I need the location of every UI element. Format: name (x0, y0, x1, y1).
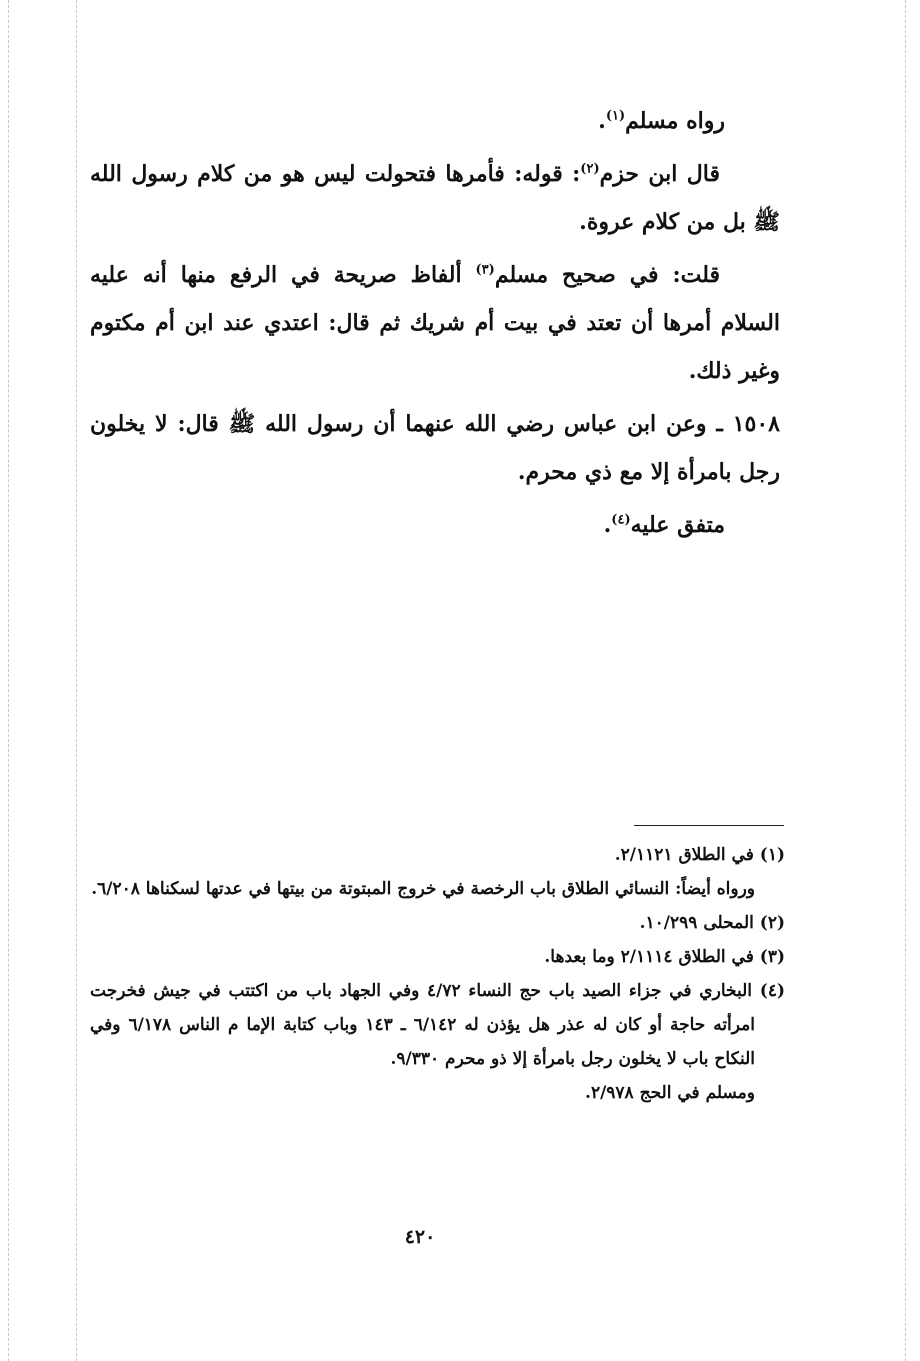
footnotes (90, 838, 785, 1110)
footnote-3: (٣) في الطلاق ٢/١١١٤ وما بعدها. (544, 947, 785, 967)
scan-edge-line-right (905, 0, 906, 1361)
footnote-1-continued: ورواه أيضاً: النسائي الطلاق باب الرخصة في خروج المبتوتة من بيتها في عدتها لسكناها ٦/٢٠٨. (91, 879, 755, 899)
qultu-text-a: قلت: في صحيح مسلم (494, 262, 720, 288)
ibn-hazm-text-b: : قوله: فأمرها فتحولت ليس هو من كلام رسول الله ﷺ بل من كلام عروة. (90, 161, 780, 235)
paragraph-muttafaq (90, 501, 780, 549)
footnote-ref-4: (٤) (611, 512, 631, 528)
scan-margin-line (76, 0, 77, 1361)
footnote-2: (٢) المحلى ١٠/٢٩٩. (639, 913, 785, 933)
ibn-hazm-text-a: قال ابن حزم (599, 161, 720, 187)
footnote-4: (٤) البخاري في جزاء الصيد باب حج النساء ٤/٧٢ وفي الجهاد باب من اكتتب في جيش فخرجت امرأته حاجة أو كان له عذر هل يؤذن له ٦/١٤٢ ـ ١٤٣ وباب كتابة الإما م الناس ٦/١٧٨ وفي النكاح باب لا يخلون رجل بامرأة إلا ذو محرم ٩/٣٣٠. (90, 981, 785, 1069)
paragraph-narration-muslim (90, 97, 780, 145)
scan-edge-line-left (8, 0, 9, 1361)
footnote-ref-1: (١) (605, 108, 626, 124)
narration-text: رواه مسلم (625, 108, 725, 134)
footnote-1: (١) في الطلاق ٢/١١٢١. (614, 845, 785, 865)
paragraph-ibn-hazm (90, 150, 780, 246)
footnote-separator (634, 825, 784, 826)
footnote-ref-3: (٣) (475, 262, 495, 278)
period: . (603, 512, 612, 538)
footnote-4-continued: ومسلم في الحج ٢/٩٧٨. (585, 1083, 755, 1103)
muttafaq-text: متفق عليه (630, 512, 725, 538)
period: . (598, 108, 606, 134)
page-number: ٤٢٠ (404, 1226, 436, 1248)
paragraph-qultu (90, 251, 780, 395)
footnote-ref-2: (٢) (580, 161, 600, 177)
main-text (90, 97, 780, 554)
qultu-text-b: ألفاظ صريحة في الرفع منها أنه عليه السلام أمرها أن تعتد في بيت أم شريك ثم قال: اعتدي عند ابن أم مكتوم وغير ذلك. (90, 262, 780, 384)
hadith-1508: ١٥٠٨ ـ وعن ابن عباس رضي الله عنهما أن رسول الله ﷺ قال: لا يخلون رجل بامرأة إلا مع ذي محرم. (90, 411, 780, 485)
